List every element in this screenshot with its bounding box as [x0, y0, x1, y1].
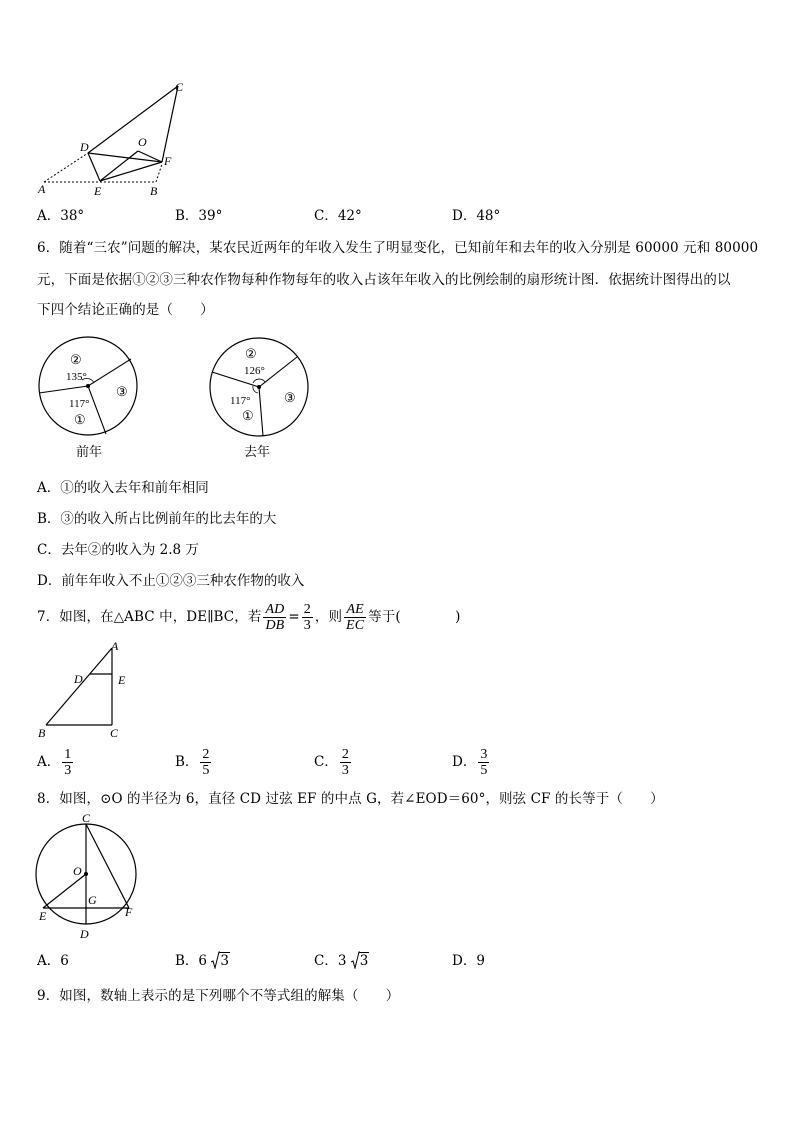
q6-chart2-sector3: ③ — [284, 390, 296, 405]
q5-label-D: D — [80, 140, 89, 154]
q7-frac1-numerator: AD — [265, 601, 285, 617]
q8-option-b-coef: 6 — [198, 953, 208, 969]
q6-chart2-sector1: ① — [242, 408, 254, 423]
q7-label-D: D — [74, 672, 83, 686]
q7-label-B: B — [38, 726, 46, 740]
q6-chart2-sector2: ② — [245, 346, 257, 361]
q6-chart2-angle-b: 117° — [230, 395, 251, 407]
q5-label-B: B — [150, 184, 158, 198]
q6-chart1-sector3: ③ — [116, 384, 128, 399]
q5-option-a[interactable]: A．38° — [37, 208, 85, 224]
q7-option-d-letter: D． — [452, 754, 477, 770]
q7-option-b-numerator: 2 — [202, 746, 210, 762]
q7-option-b-denominator: 5 — [202, 762, 210, 778]
q9-stem: 9．如图，数轴上表示的是下列哪个不等式组的解集（ ） — [37, 988, 400, 1004]
q7-option-c-letter: C． — [314, 754, 338, 770]
q6-stem-line2: 元，下面是依据①②③三种农作物每种作物每年的收入占该年年收入的比例绘制的扇形统计图．依据统计图得出的以 — [37, 272, 731, 288]
q7-frac1-denominator: DB — [265, 617, 285, 633]
q8-option-d[interactable] — [452, 953, 485, 969]
q7-option-d[interactable] — [452, 743, 491, 781]
q6-stem-line1: 6．随着“三农”问题的解决，某农民近两年的年收入发生了明显变化，已知前年和去年的收入分别是 60000 元和 80000 — [37, 240, 759, 256]
q6-chart1-sector1: ① — [74, 412, 86, 427]
q7-fraction-ae-ec — [344, 602, 366, 633]
q5-option-b[interactable]: B．39° — [175, 208, 223, 224]
q7-option-d-numerator: 3 — [480, 746, 488, 762]
q5-label-E: E — [94, 184, 102, 198]
q8-stem: 8．如图，⊙O 的半径为 6，直径 CD 过弦 EF 的中点 G，若∠EOD＝60°，则弦 CF 的长等于（ ） — [37, 791, 664, 807]
q7-stem-suffix: 等于( ) — [368, 609, 461, 625]
q8-label-O: O — [73, 864, 82, 878]
q5-label-O: O — [138, 135, 147, 149]
q8-option-a[interactable] — [37, 953, 69, 969]
q8-option-c-letter: C． — [314, 953, 338, 969]
q7-label-A: A — [111, 640, 119, 653]
q8-circle-figure — [34, 810, 144, 940]
q7-frac2-denominator: 3 — [303, 617, 311, 633]
q6-option-d[interactable]: D．前年年收入不止①②③三种农作物的收入 — [37, 573, 305, 589]
q7-frac3-numerator: AE — [346, 601, 364, 617]
q5-figure — [30, 74, 200, 200]
q7-stem-prefix: 7．如图，在△ABC 中，DE∥BC，若 — [37, 609, 262, 625]
q7-option-c-denominator: 3 — [341, 762, 349, 778]
q7-option-b-fraction — [200, 747, 211, 778]
q6-option-a[interactable]: A．①的收入去年和前年相同 — [37, 480, 209, 496]
q6-pie-chart-previous-year — [36, 336, 141, 461]
q8-label-E: E — [39, 909, 47, 923]
q5-label-F: F — [164, 154, 172, 168]
q6-chart1-caption: 前年 — [76, 444, 103, 459]
q8-option-a-value: 6 — [60, 953, 69, 969]
q7-option-d-fraction — [478, 747, 489, 778]
q8-option-c-radicand: 3 — [359, 953, 369, 969]
q8-option-d-letter: D． — [452, 953, 477, 969]
q8-option-a-letter: A． — [37, 953, 61, 969]
q7-option-a-fraction — [62, 747, 73, 778]
q5-option-c[interactable]: C．42° — [314, 208, 362, 224]
q7-stem — [37, 598, 460, 636]
q7-fraction-two-thirds — [302, 602, 313, 633]
q6-chart1-angle-a: 135° — [66, 371, 87, 383]
q7-option-c-fraction — [340, 747, 351, 778]
q7-stem-mid: ，则 — [314, 609, 343, 625]
q8-option-c[interactable] — [314, 953, 369, 969]
q7-option-d-denominator: 5 — [480, 762, 488, 778]
q7-equals: = — [288, 609, 300, 625]
q6-option-c[interactable]: C．去年②的收入为 2.8 万 — [37, 542, 199, 558]
q7-option-a-denominator: 3 — [64, 762, 72, 778]
q6-chart2-angle-a: 126° — [244, 365, 265, 377]
q8-option-c-coef: 3 — [337, 953, 347, 969]
q8-label-C: C — [82, 811, 91, 825]
q7-option-b[interactable] — [175, 743, 213, 781]
radical-sign-icon — [211, 951, 220, 969]
q5-option-d[interactable]: D．48° — [452, 208, 501, 224]
q8-option-c-sqrt — [351, 953, 370, 969]
q7-option-b-letter: B． — [175, 754, 199, 770]
q6-chart1-sector2: ② — [70, 352, 82, 367]
q7-option-a[interactable] — [37, 743, 75, 781]
q7-fraction-ad-db — [263, 602, 286, 633]
radical-sign-icon — [351, 951, 360, 969]
q8-label-D: D — [80, 927, 89, 940]
q6-chart1-angle-b: 117° — [69, 398, 90, 410]
q8-option-b-sqrt — [211, 953, 230, 969]
q7-label-C: C — [110, 726, 119, 740]
q5-label-C: C — [175, 80, 184, 94]
q7-frac3-denominator: EC — [346, 617, 365, 633]
q6-chart2-caption: 去年 — [244, 444, 271, 459]
q5-label-A: A — [38, 182, 46, 196]
q7-triangle-figure — [34, 640, 134, 740]
q8-option-b-radicand: 3 — [220, 953, 229, 969]
q7-option-c[interactable] — [314, 743, 353, 781]
q8-option-d-value: 9 — [476, 953, 485, 969]
q7-label-E: E — [118, 673, 126, 687]
q8-option-b[interactable] — [175, 953, 230, 969]
q6-pie-chart-last-year — [208, 336, 313, 461]
q8-label-G: G — [88, 893, 97, 907]
q7-option-a-numerator: 1 — [64, 746, 72, 762]
q7-frac2-numerator: 2 — [303, 601, 311, 617]
q7-option-a-letter: A． — [37, 754, 61, 770]
q7-option-c-numerator: 2 — [341, 746, 349, 762]
q6-stem-line3: 下四个结论正确的是（ ） — [37, 302, 214, 318]
q6-option-b[interactable]: B．③的收入所占比例前年的比去年的大 — [37, 511, 277, 527]
q8-option-b-letter: B． — [175, 953, 199, 969]
q8-label-F: F — [125, 905, 133, 919]
